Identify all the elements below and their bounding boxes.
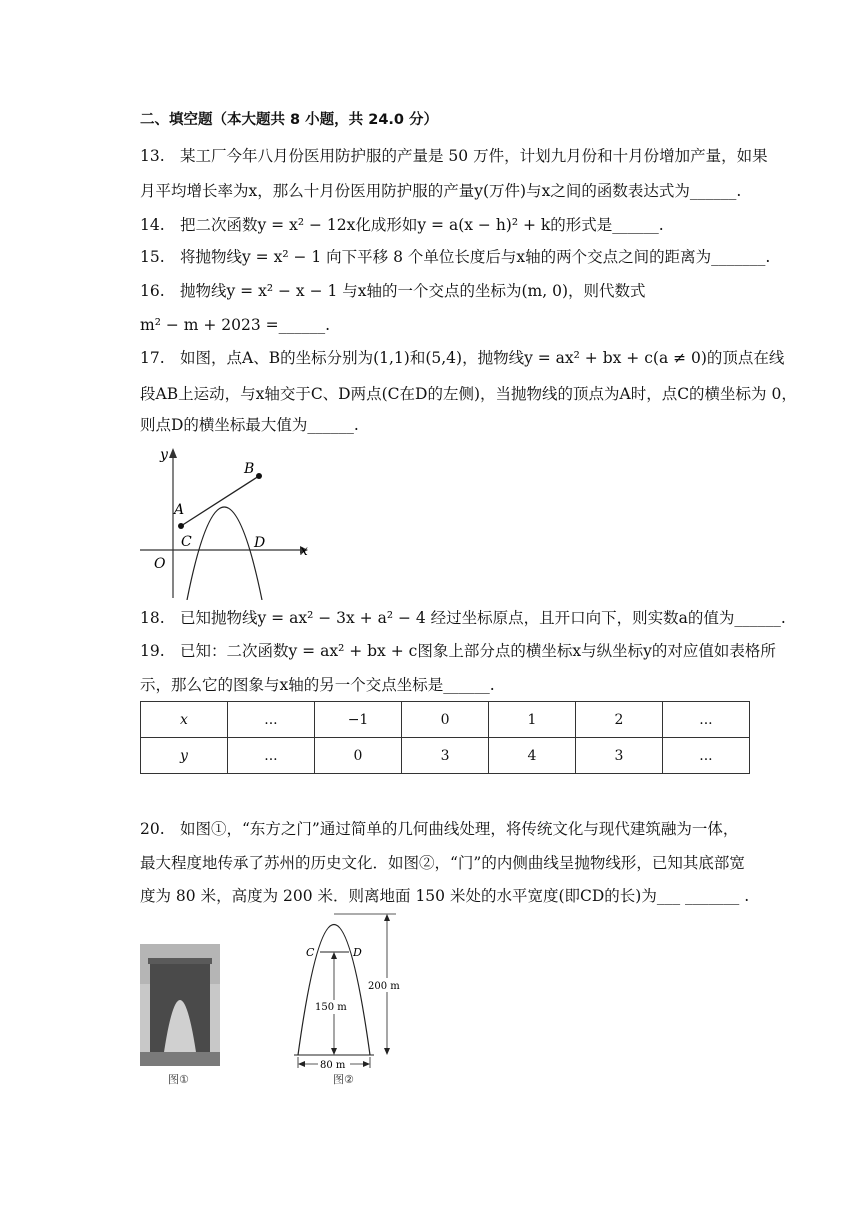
q20-number: 20. [140,820,165,838]
q13-line-1 [140,145,768,167]
gate-photo [140,944,220,1066]
q19-line-2: 示，那么它的图象与x轴的另一个交点坐标是______. [140,676,495,694]
table-cell: 0 [314,738,401,774]
q16-line-2: m² − m + 2023 =______. [140,316,331,334]
q20-line-1 [140,818,750,840]
height-200-label: 200 m [368,981,400,992]
q17-line-1 [140,347,785,369]
y-axis-label: y [160,447,168,463]
fig1-caption: 图① [168,1073,189,1086]
q18-line [140,607,786,629]
gate-diagram [290,912,410,1072]
table-cell: 4 [489,738,576,774]
table-cell: 1 [489,702,576,738]
q15-line [140,246,771,268]
height-150-label: 150 m [315,1002,347,1013]
table-cell: 0 [402,702,489,738]
table-cell: ... [662,738,749,774]
label-d: D [353,946,362,959]
q20-line-2: 最大程度地传承了苏州的历史文化．如图②，“门”的内侧曲线呈抛物线形，已知其底部宽 [140,854,745,872]
q14-line [140,214,750,236]
q14-number: 14. [140,216,165,234]
q17-number: 17. [140,349,165,367]
q19-value-table [140,701,750,774]
q16-number: 16. [140,282,165,300]
q19-number: 19. [140,642,165,660]
label-d: D [254,535,266,551]
x-axis-label: x [300,543,308,559]
label-a: A [174,502,185,518]
section-title: 二、填空题（本大题共 8 小题，共 24.0 分） [140,112,439,128]
parabola-curve [187,507,262,600]
table-cell: ... [227,702,314,738]
table-cell: 3 [575,738,662,774]
table-cell: 3 [402,738,489,774]
label-b: B [244,461,255,477]
q17-line-3: 则点D的横坐标最大值为______. [140,416,359,434]
q16-line-1 [140,280,750,302]
q13-number: 13. [140,147,165,165]
point-b [256,473,262,479]
gate-photo-drawing [140,944,220,1066]
table-cell: −1 [314,702,401,738]
label-c: C [306,946,315,959]
q17-figure [140,442,315,600]
q17-text-1: 如图，点A、B的坐标分别为(1,1)和(5,4)，抛物线y = ax² + bx + c(a ≠ 0)的顶点在线 [180,349,785,367]
q20-line-3: 度为 80 米，高度为 200 米．则离地面 150 米处的水平宽度(即CD的长)为___ _______ . [140,887,750,905]
q19-line-1 [140,640,776,662]
table-row-x [141,702,750,738]
table-cell: 2 [575,702,662,738]
table-row-y [141,738,750,774]
segment-ab [181,476,259,526]
fig2-caption: 图② [333,1073,354,1086]
table-cell: ... [227,738,314,774]
y-axis-arrow [169,448,177,458]
table-cell: y [141,738,228,774]
label-c: C [181,534,192,550]
q13-text-1: 某工厂今年八月份医用防护服的产量是 50 万件，计划九月份和十月份增加产量，如果 [180,147,768,165]
table-cell: x [141,702,228,738]
q19-text-1: 已知：二次函数y = ax² + bx + c图象上部分点的横坐标x与纵坐标y的对应值如表格所 [180,642,776,660]
q15-number: 15. [140,248,165,266]
q20-text-1: 如图①，“东方之门”通过简单的几何曲线处理，将传统文化与现代建筑融为一体， [180,820,739,838]
width-80-label: 80 m [320,1060,346,1071]
q18-number: 18. [140,609,165,627]
point-a [178,523,184,529]
q15-text: 将抛物线y = x² − 1 向下平移 8 个单位长度后与x轴的两个交点之间的距离为_______. [180,248,771,266]
q17-line-2: 段AB上运动，与x轴交于C、D两点(C在D的左侧)，当抛物线的顶点为A时，点C的横坐标为 0， [140,385,797,403]
q16-text-1: 抛物线y = x² − x − 1 与x轴的一个交点的坐标为(m, 0)，则代数式 [180,282,646,300]
q14-text: 把二次函数y = x² − 12x化成形如y = a(x − h)² + k的形式是______. [180,216,664,234]
q18-text: 已知抛物线y = ax² − 3x + a² − 4 经过坐标原点，且开口向下，则实数a的值为______. [180,609,786,627]
origin-label: O [154,556,166,572]
table-cell: ... [662,702,749,738]
q13-line-2: 月平均增长率为x，那么十月份医用防护服的产量y(万件)与x之间的函数表达式为______. [140,182,742,200]
